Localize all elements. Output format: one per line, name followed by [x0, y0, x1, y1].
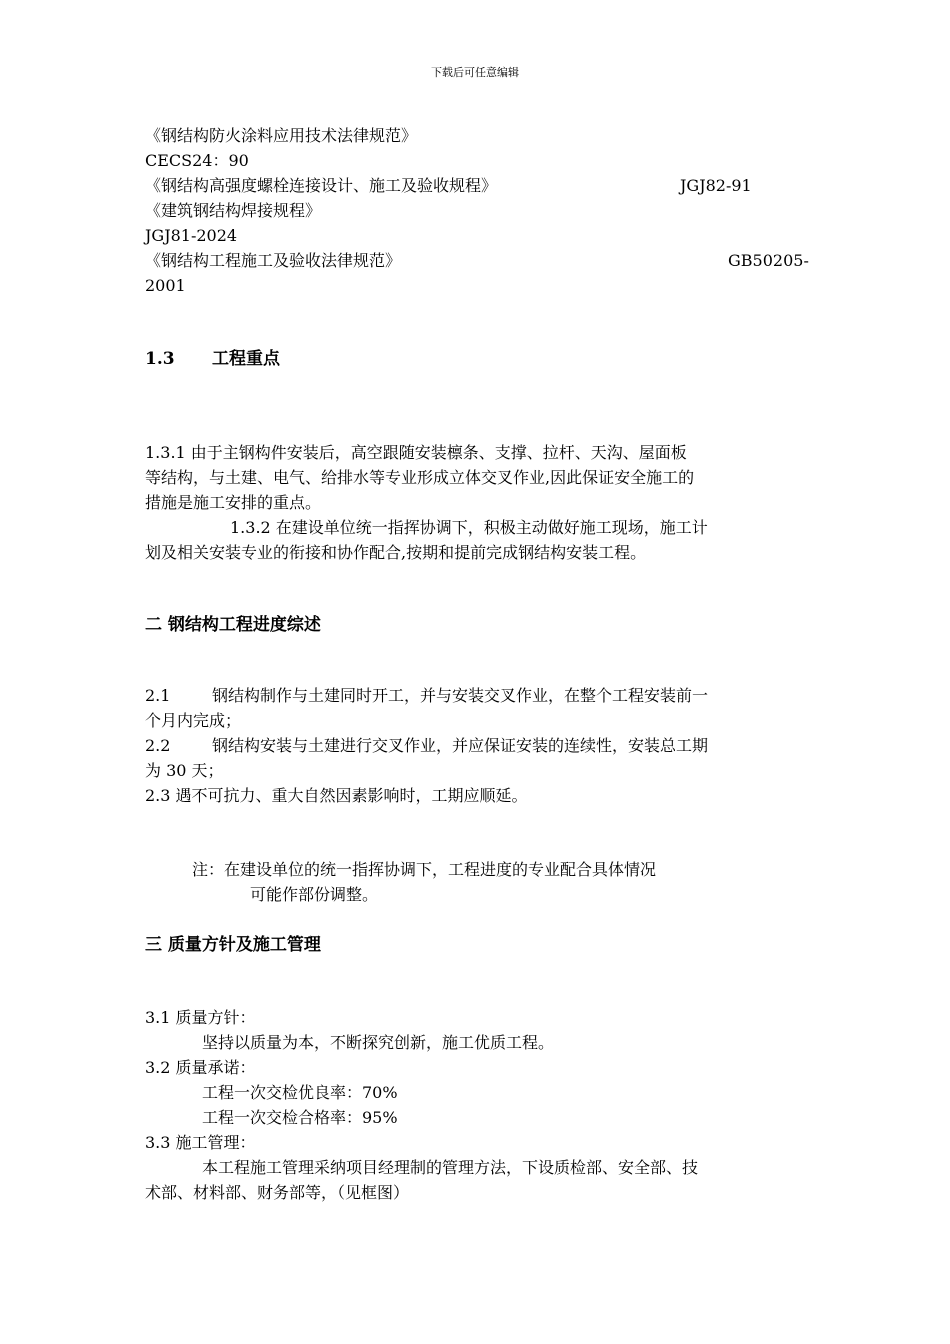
para-2-2-number: 2.2: [145, 736, 171, 755]
section-3-title: 三 质量方针及施工管理: [145, 935, 321, 955]
note-line1: 注：在建设单位的统一指挥协调下，工程进度的专业配合具体情况: [192, 860, 657, 879]
reference-3-code: JGJ81-2024: [145, 226, 238, 245]
para-3-1-body: 坚持以质量为本，不断探究创新，施工优质工程。: [202, 1033, 555, 1052]
reference-3: 《建筑钢结构焊接规程》: [145, 201, 322, 220]
para-3-3-line2: 术部、材料部、财务部等，（见框图）: [145, 1183, 410, 1202]
para-2-3: 2.3 遇不可抗力、重大自然因素影响时，工期应顺延。: [145, 786, 528, 805]
para-2-2-line1: 钢结构安装与土建进行交叉作业，并应保证安装的连续性，安装总工期: [212, 736, 709, 755]
para-1-3-2-line2: 划及相关安装专业的衔接和协作配合,按期和提前完成钢结构安装工程。: [145, 543, 647, 562]
reference-4-code-cont: 2001: [145, 276, 186, 295]
reference-2-code: JGJ82-91: [680, 176, 752, 195]
para-3-2-item-b: 工程一次交检合格率：95%: [202, 1108, 398, 1127]
reference-4: 《钢结构工程施工及验收法律规范》: [145, 251, 402, 270]
reference-1-code: CECS24：90: [145, 151, 249, 170]
para-2-1-line1: 钢结构制作与土建同时开工，并与安装交叉作业，在整个工程安装前一: [212, 686, 709, 705]
para-2-1-number: 2.1: [145, 686, 171, 705]
note-line2: 可能作部份调整。: [250, 885, 379, 904]
reference-1: 《钢结构防火涂料应用技术法律规范》: [145, 126, 418, 145]
para-1-3-1-line2: 等结构，与土建、电气、给排水等专业形成立体交叉作业,因此保证安全施工的: [145, 468, 695, 487]
para-1-3-2-line1: 1.3.2 在建设单位统一指挥协调下，积极主动做好施工现场，施工计: [230, 518, 708, 537]
para-3-2-heading: 3.2 质量承诺：: [145, 1058, 256, 1077]
reference-2: 《钢结构高强度螺栓连接设计、施工及验收规程》: [145, 176, 498, 195]
para-3-3-line1: 本工程施工管理采纳项目经理制的管理方法，下设质检部、安全部、技: [202, 1158, 699, 1177]
section-1-3-title: 工程重点: [212, 349, 280, 369]
section-1-3-number: 1.3: [145, 349, 175, 369]
para-2-2-line2: 为 30 天；: [145, 761, 224, 780]
section-2-title: 二 钢结构工程进度综述: [145, 615, 321, 635]
para-3-2-item-a: 工程一次交检优良率：70%: [202, 1083, 398, 1102]
page-header-note: 下载后可任意编辑: [431, 66, 519, 79]
para-1-3-1-line3: 措施是施工安排的重点。: [145, 493, 322, 512]
para-3-1-heading: 3.1 质量方针：: [145, 1008, 256, 1027]
reference-4-code: GB50205-: [728, 251, 809, 270]
para-1-3-1-line1: 1.3.1 由于主钢构件安装后，高空跟随安装檩条、支撑、拉杆、天沟、屋面板: [145, 443, 687, 462]
para-2-1-line2: 个月内完成；: [145, 711, 242, 730]
para-3-3-heading: 3.3 施工管理：: [145, 1133, 256, 1152]
